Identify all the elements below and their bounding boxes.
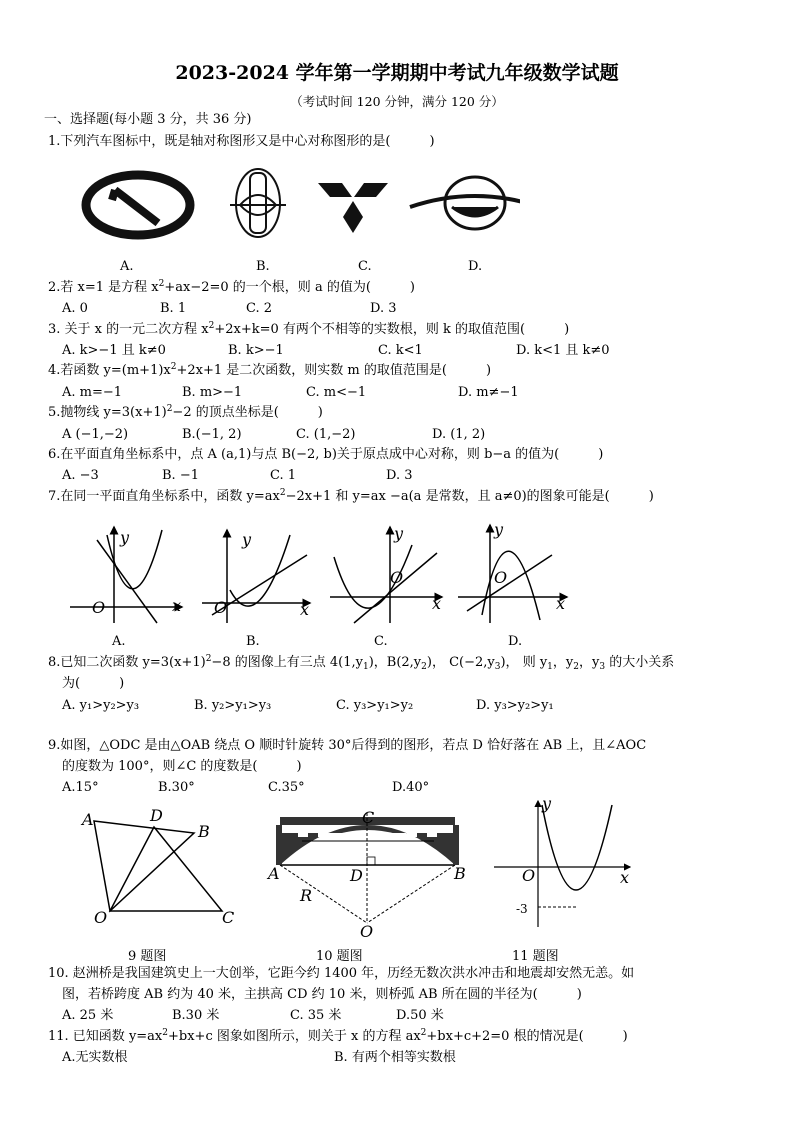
logo-d bbox=[410, 177, 520, 229]
q8-stem: 8.已知二次函数 $y=3(x+1)^2-8$ 的图像上有三点 $4(1,y_1)$，$B(2,y_2)$， $C(-2,y_3)$， 则 $y_1$，$y_2$，$y_3$ 的大小关系 bbox=[48, 654, 675, 672]
q6-stem: 6.在平面直角坐标系中，点 A (a,1)与点 B(−2, b)关于原点成中心对称，则 b−a 的值为( ) bbox=[48, 447, 604, 462]
q2-option-b: B. 1 bbox=[160, 301, 187, 316]
fig11-caption: 11 题图 bbox=[512, 949, 559, 964]
q4-option-a: A. m=−1 bbox=[62, 385, 123, 400]
logo-a bbox=[86, 175, 190, 235]
q11-y-label: y bbox=[542, 795, 552, 813]
q10-label-r: R bbox=[300, 886, 313, 905]
q9-option-d: D.40° bbox=[392, 780, 430, 795]
q10-label-a: A bbox=[268, 864, 280, 883]
q7d-origin: O bbox=[494, 568, 508, 587]
q7-stem: 7.在同一平面直角坐标系中，函数 $y=ax^2-2x+1$ 和 y=ax −a(a 是常数，且 a≠0)的图象可能是( ) bbox=[48, 488, 654, 504]
q7d-x-label: x bbox=[556, 594, 566, 613]
q10-option-a: A. 25 米 bbox=[62, 1008, 114, 1023]
logo-b bbox=[230, 169, 286, 237]
q11-x-label: x bbox=[620, 868, 630, 887]
q7-graphs bbox=[62, 515, 572, 630]
q11-minus3-label: -3 bbox=[516, 902, 528, 916]
q1-label-b: B. bbox=[256, 259, 270, 274]
q7a-origin: O bbox=[92, 598, 106, 617]
q9-option-b: B.30° bbox=[158, 780, 195, 795]
q5-option-d: D. (1, 2) bbox=[432, 427, 486, 442]
q7b-x-label: x bbox=[300, 600, 310, 619]
q7-label-b: B. bbox=[246, 634, 260, 649]
q8-option-d: D. y₃>y₂>y₁ bbox=[476, 698, 554, 713]
q10-label-o: O bbox=[360, 922, 374, 941]
q2-stem: 2.若 x=1 是方程 $x^2+ax-2=0$ 的一个根，则 a 的值为( ) bbox=[48, 279, 415, 295]
q7b-y-label: y bbox=[242, 530, 252, 549]
q11-origin: O bbox=[522, 866, 536, 885]
q11-parabola-figure bbox=[490, 795, 640, 935]
q1-car-logos bbox=[80, 165, 520, 245]
q7a-y-label: y bbox=[120, 528, 130, 547]
q9-label-c: C bbox=[222, 908, 235, 927]
q8-option-a: A. y₁>y₂>y₃ bbox=[62, 698, 140, 713]
q9-label-d: D bbox=[150, 806, 163, 825]
q9-option-c: C.35° bbox=[268, 780, 305, 795]
q3-option-a: A. k>−1 且 k≠0 bbox=[62, 343, 166, 358]
q9-label-o: O bbox=[94, 908, 108, 927]
q8-option-b: B. y₂>y₁>y₃ bbox=[194, 698, 272, 713]
q5-option-b: B.(−1, 2) bbox=[182, 427, 242, 442]
q7c-y-label: y bbox=[394, 524, 404, 543]
q10-option-b: B.30 米 bbox=[172, 1008, 220, 1023]
q10-stem-line2: 图，若桥跨度 AB 约为 40 米，主拱高 CD 约 10 米，则桥弧 AB 所在圆的半径为( ) bbox=[62, 987, 582, 1002]
q10-option-c: C. 35 米 bbox=[290, 1008, 342, 1023]
q10-bridge-figure bbox=[262, 805, 467, 945]
q7-label-c: C. bbox=[374, 634, 388, 649]
q7b-origin: O bbox=[214, 598, 228, 617]
exam-info: （考试时间 120 分钟，满分 120 分） bbox=[290, 94, 504, 109]
q2-option-d: D. 3 bbox=[370, 301, 397, 316]
q5-option-a: A (−1,−2) bbox=[62, 427, 129, 442]
logo-c bbox=[318, 183, 388, 233]
q2-option-c: C. 2 bbox=[246, 301, 273, 316]
q9-stem: 9.如图，△ODC 是由△OAB 绕点 O 顺时针旋转 30°后得到的图形，若点 D 恰好落在 AB 上，且∠AOC bbox=[48, 738, 647, 753]
q8-stem-line2: 为( ) bbox=[62, 676, 125, 691]
q7c-origin: O bbox=[390, 568, 404, 587]
q2-option-a: A. 0 bbox=[62, 301, 88, 316]
q4-option-b: B. m>−1 bbox=[182, 385, 243, 400]
fig9-caption: 9 题图 bbox=[128, 949, 167, 964]
q3-option-b: B. k>−1 bbox=[228, 343, 284, 358]
q1-label-c: C. bbox=[358, 259, 372, 274]
q7-label-a: A. bbox=[112, 634, 126, 649]
q1-stem: 1.下列汽车图标中，既是轴对称图形又是中心对称图形的是( ) bbox=[48, 134, 435, 149]
q3-stem: 3. 关于 x 的一元二次方程 $x^2+2x+k=0$ 有两个不相等的实数根，则 k 的取值范围( ) bbox=[48, 321, 570, 337]
q5-stem: 5.抛物线 $y=3(x+1)^2-2$ 的顶点坐标是( ) bbox=[48, 404, 323, 420]
fig10-caption: 10 题图 bbox=[316, 949, 363, 964]
page-title: 2023-2024 学年第一学期期中考试九年级数学试题 bbox=[175, 62, 619, 84]
q10-stem: 10. 赵洲桥是我国建筑史上一大创举，它距今约 1400 年，历经无数次洪水冲击和地震却安然无恙。如 bbox=[48, 966, 635, 981]
q1-label-d: D. bbox=[468, 259, 483, 274]
q3-option-d: D. k<1 且 k≠0 bbox=[516, 343, 610, 358]
q10-option-d: D.50 米 bbox=[396, 1008, 444, 1023]
q7-label-d: D. bbox=[508, 634, 523, 649]
q9-label-b: B bbox=[198, 822, 210, 841]
q6-option-c: C. 1 bbox=[270, 468, 297, 483]
q6-option-b: B. −1 bbox=[162, 468, 199, 483]
q11-option-a: A.无实数根 bbox=[62, 1050, 128, 1065]
q3-option-c: C. k<1 bbox=[378, 343, 423, 358]
q11-option-b: B. 有两个相等实数根 bbox=[334, 1050, 456, 1065]
q9-label-a: A bbox=[82, 810, 94, 829]
q4-option-c: C. m<−1 bbox=[306, 385, 367, 400]
q10-label-c: C bbox=[362, 808, 375, 827]
q5-option-c: C. (1,−2) bbox=[296, 427, 356, 442]
q9-stem-line2: 的度数为 100°，则∠C 的度数是( ) bbox=[62, 759, 302, 774]
q4-option-d: D. m≠−1 bbox=[458, 385, 519, 400]
q7c-x-label: x bbox=[432, 594, 442, 613]
q9-figure bbox=[80, 805, 250, 930]
q6-option-a: A. −3 bbox=[62, 468, 99, 483]
q8-option-c: C. y₃>y₁>y₂ bbox=[336, 698, 414, 713]
q7a-x-label: x bbox=[172, 596, 182, 615]
section-heading: 一、选择题(每小题 3 分，共 36 分) bbox=[44, 112, 252, 127]
q4-stem: 4.若函数 $y=(m+1)x^2+2x+1$ 是二次函数，则实数 m 的取值范围是( ) bbox=[48, 362, 492, 378]
q9-option-a: A.15° bbox=[62, 780, 99, 795]
q6-option-d: D. 3 bbox=[386, 468, 413, 483]
q7d-y-label: y bbox=[494, 520, 504, 539]
q10-label-d: D bbox=[350, 866, 363, 885]
q10-label-b: B bbox=[454, 864, 466, 883]
q11-stem: 11. 已知函数 $y=ax^2+bx+c$ 图象如图所示，则关于 x 的方程 $ax^2+bx+c+2=0$ 根的情况是( ) bbox=[48, 1028, 628, 1044]
q1-label-a: A. bbox=[120, 259, 134, 274]
